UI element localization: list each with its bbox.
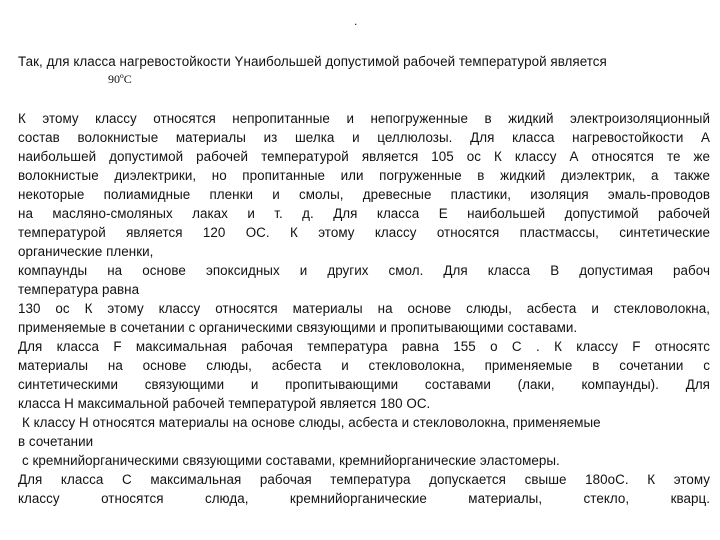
- body-line: 130 ос К этому классу относятся материалы на основе слюды, асбеста и стекловолокна,: [18, 301, 710, 316]
- body-line: в сочетании: [18, 434, 94, 449]
- body-line: волокнистые диэлектрики, но пропитанные или погруженные в жидкий диэлектрик, а также: [18, 168, 710, 183]
- body-line: наибольшей допустимой рабочей температурой является 105 ос К классу А относятся те же: [18, 149, 710, 164]
- intro-temperature: 90ºС: [108, 72, 132, 86]
- body-line: на масляно-смоляных лаках и т. д. Для класса Е наибольшей допустимой рабочей: [18, 206, 710, 221]
- body-line: К классу Н относятся материалы на основе слюды, асбеста и стекловолокна, применяемые: [22, 415, 601, 430]
- body-line: компаунды на основе эпоксидных и других смол. Для класса В допустимая рабоч: [18, 263, 710, 278]
- body-line: состав волокнистые материалы из шелка и целлюлозы. Для класса нагревостойкости А: [18, 130, 710, 145]
- intro-line: Так, для класса нагревостойкости Yнаибольшей допустимой рабочей температурой является: [18, 54, 607, 69]
- body-line: Для класса F максимальная рабочая температура равна 155 о С . К классу F относятс: [18, 339, 710, 354]
- body-line: К этому классу относятся непропитанные и непогруженные в жидкий электроизоляционный: [18, 111, 710, 126]
- body-line: применяемые в сочетании с органическими связующими и пропитывающими составами.: [18, 320, 578, 335]
- body-line: температура равна: [18, 282, 140, 297]
- body-line: с кремнийорганическими связующими составами, кремнийорганические эластомеры.: [22, 453, 560, 468]
- page-marker-dot: .: [354, 14, 358, 28]
- body-line: Для класса С максимальная рабочая температура допускается свыше 180оС. К этому: [18, 472, 710, 487]
- body-line: некоторые полиамидные пленки и смолы, древесные пластики, изоляция эмаль-проводов: [18, 187, 710, 202]
- body-line: температурой является 120 ОС. К этому классу относятся пластмассы, синтетические: [18, 225, 710, 240]
- body-line: органические пленки,: [18, 244, 154, 259]
- body-line: синтетическими связующими и пропитывающими составами (лаки, компаунды). Для: [18, 377, 710, 392]
- body-line: класса Н максимальной рабочей температурой является 180 ОС.: [18, 396, 431, 411]
- body-line: классу относятся слюда, кремнийорганические материалы, стекло, кварц.: [18, 491, 710, 506]
- body-line: материалы на основе слюды, асбеста и стекловолокна, применяемые в сочетании с: [18, 358, 710, 373]
